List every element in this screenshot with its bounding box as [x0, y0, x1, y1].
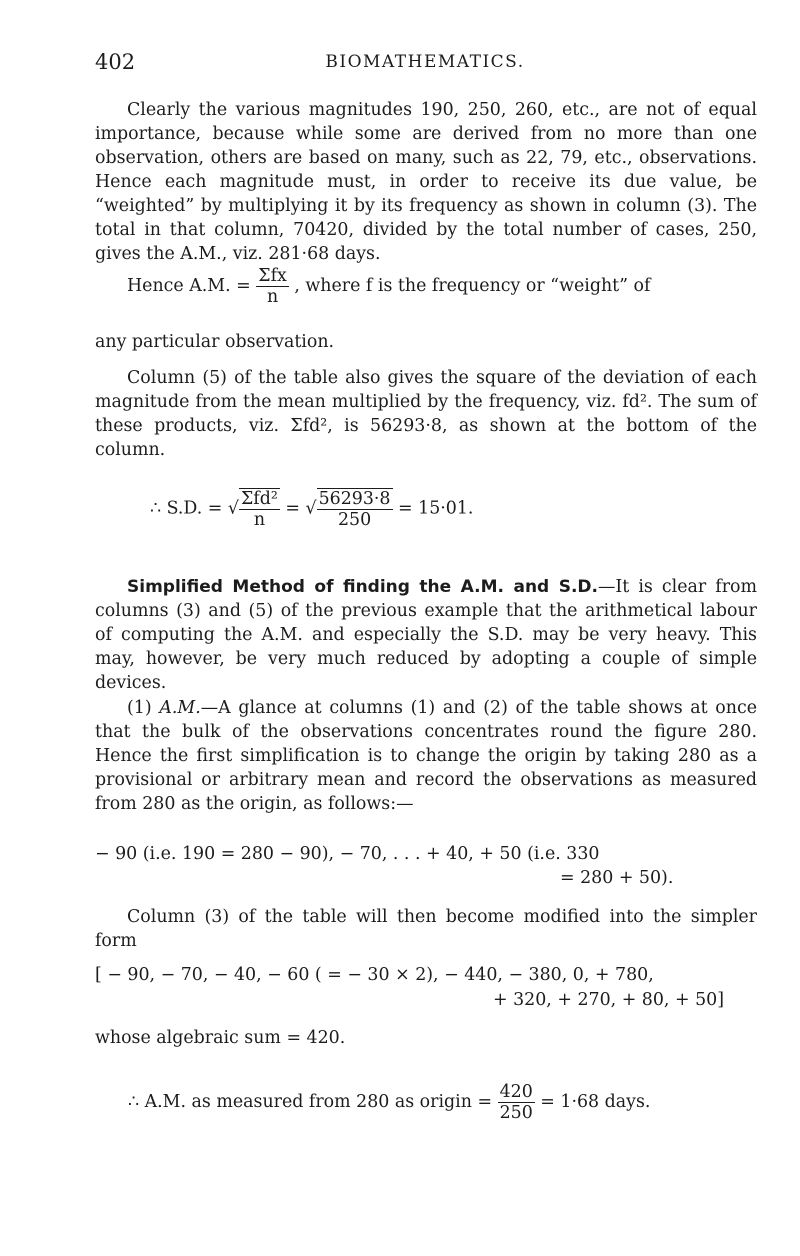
- sd-denominator-1: n: [239, 509, 280, 530]
- am-result-fraction: [498, 1082, 535, 1123]
- am-formula-continuation: any particular observation.: [95, 332, 335, 352]
- paragraph-am-device: [95, 696, 757, 816]
- am-result-lead: ∴ A.M. as measured from 280 as origin =: [128, 1092, 493, 1112]
- am-fraction: [256, 266, 289, 307]
- sd-equals: =: [285, 498, 300, 519]
- sd-numerator-2: 56293·8: [318, 489, 391, 509]
- sd-denominator-2: 250: [317, 509, 393, 530]
- am-result-formula: [128, 1082, 650, 1123]
- sd-result: = 15·01.: [398, 498, 474, 519]
- am-fraction-numerator: Σfx: [258, 266, 287, 286]
- sd-formula: [150, 488, 473, 530]
- deviations-line-2: = 280 + 50).: [560, 868, 674, 888]
- sd-radicand-1: [239, 488, 280, 530]
- weighted-deviations-line-1: [ − 90, − 70, − 40, − 60 ( = − 30 × 2), − 440, − 380, 0, + 780,: [95, 965, 654, 985]
- page-header: [95, 50, 755, 76]
- section-heading: Simplified Method of finding the A.M. and S.D.: [127, 577, 598, 597]
- paragraph-simplified-method: [95, 575, 757, 695]
- sd-formula-lead: ∴ S.D. =: [150, 498, 223, 519]
- section-body: —It is clear from columns (3) and (5) of the previous example that the arithmetical labour of computing the A.M. and especially the S.D. may be very heavy. This may, however, be very much reduced by adopting a couple of simple devices.: [95, 577, 757, 693]
- device-text: —A glance at columns (1) and (2) of the table shows at once that the bulk of the observations concentrates round the figure 280. Hence the first simplification is to change the origin by taking 280 as a provisional or arbitrary mean and record the observations as measured from 280 as the origin, as follows:—: [95, 698, 758, 814]
- deviations-line-1: − 90 (i.e. 190 = 280 − 90), − 70, . . . + 40, + 50 (i.e. 330: [95, 844, 600, 864]
- am-result-value: = 1·68 days.: [540, 1092, 651, 1112]
- am-formula: [127, 266, 650, 307]
- am-formula-lead: Hence A.M. =: [127, 276, 251, 296]
- page-number: 402: [95, 50, 136, 74]
- am-fraction-denominator: n: [256, 286, 289, 307]
- device-label: A.M.: [159, 698, 201, 718]
- weighted-deviations-line-2: + 320, + 270, + 80, + 50]: [493, 990, 724, 1010]
- paragraph-weighting: Clearly the various magnitudes 190, 250, 260, etc., are not of equal importance, because while some are derived from no more than one observation, others are based on many, such as 22, 79, etc., observations. Hence each magnitude must, in order to receive its due value, be “weighted” by multiplying it by its frequency as shown in column (3). The total in that column, 70420, divided by the total number of cases, 250, gives the A.M., viz. 281·68 days.: [95, 100, 757, 264]
- paragraph-column3: Column (3) of the table will then become modified into the simpler form: [95, 907, 757, 951]
- device-number: (1): [127, 698, 152, 718]
- sqrt-sign-1: √: [227, 498, 239, 519]
- am-result-denominator: 250: [499, 1103, 533, 1123]
- running-title: BIOMATHEMATICS.: [325, 52, 525, 72]
- am-formula-tail: , where f is the frequency or “weight” of: [294, 276, 651, 296]
- sqrt-sign-2: √: [305, 498, 317, 519]
- sd-radicand-2: [317, 488, 393, 530]
- paragraph-column5: Column (5) of the table also gives the square of the deviation of each magnitude from the mean multiplied by the frequency, viz. fd². The sum of these products, viz. Σfd², is 56293·8, as shown at the bottom of the column.: [95, 368, 757, 460]
- paragraph-algebraic-sum: whose algebraic sum = 420.: [95, 1028, 346, 1048]
- sd-numerator-1: Σfd²: [241, 489, 278, 509]
- am-result-numerator: 420: [499, 1082, 533, 1102]
